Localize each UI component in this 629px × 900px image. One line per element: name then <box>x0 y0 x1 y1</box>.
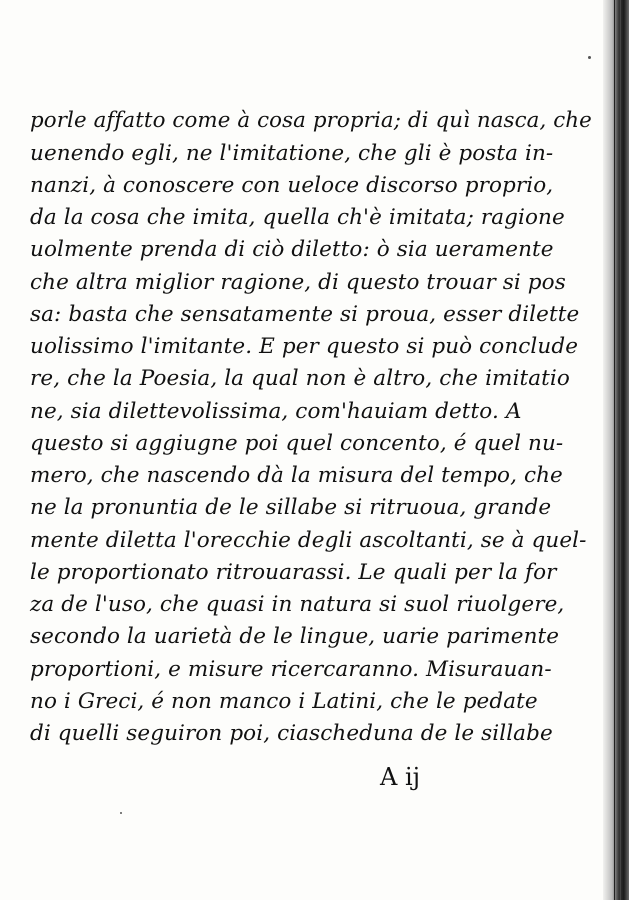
text-line: di quelli seguiron poi, ciascheduna de le sillabe <box>30 721 553 746</box>
text-line: uolissimo l'imitante. E per questo si può conclude <box>30 334 579 359</box>
text-line: mente diletta l'orecchie degli ascoltanti, se à quel- <box>30 528 587 553</box>
text-line: le proportionato ritrouarassi. Le quali per la for <box>30 560 557 585</box>
text-line: mero, che nascendo dà la misura del tempo, che <box>30 463 563 488</box>
text-line: che altra miglior ragione, di questo trouar si pos <box>30 270 566 295</box>
text-line: secondo la uarietà de le lingue, uarie parimente <box>30 624 560 649</box>
text-line: re, che la Poesia, la qual non è altro, che imitatio <box>30 366 570 391</box>
text-line: uenendo egli, ne l'imitatione, che gli è posta in- <box>30 141 554 166</box>
text-line: nanzi, à conoscere con ueloce discorso proprio, <box>30 173 554 198</box>
signature-mark: A ij <box>380 763 421 791</box>
text-line: za de l'uso, che quasi in natura si suol riuolgere, <box>30 592 565 617</box>
text-line: porle affatto come à cosa propria; di quì nasca, che <box>30 108 592 133</box>
text-line: sa: basta che sensatamente si proua, esser dilette <box>30 302 580 327</box>
text-line: ne, sia dilettevolissima, com'hauiam detto. A <box>30 399 522 424</box>
text-line: da la cosa che imita, quella ch'è imitata; ragione <box>30 205 565 230</box>
paper-speck <box>120 812 122 814</box>
text-line: uolmente prenda di ciò diletto: ò sia ueramente <box>30 237 554 262</box>
text-line: proportioni, e misure ricercaranno. Misurauan- <box>30 657 552 682</box>
text-line: no i Greci, é non manco i Latini, che le pedate <box>30 689 538 714</box>
text-line: ne la pronuntia de le sillabe si ritruoua, grande <box>30 495 552 520</box>
text-line: questo si aggiugne poi quel concento, é quel nu- <box>30 431 564 456</box>
paper-speck <box>588 56 591 59</box>
